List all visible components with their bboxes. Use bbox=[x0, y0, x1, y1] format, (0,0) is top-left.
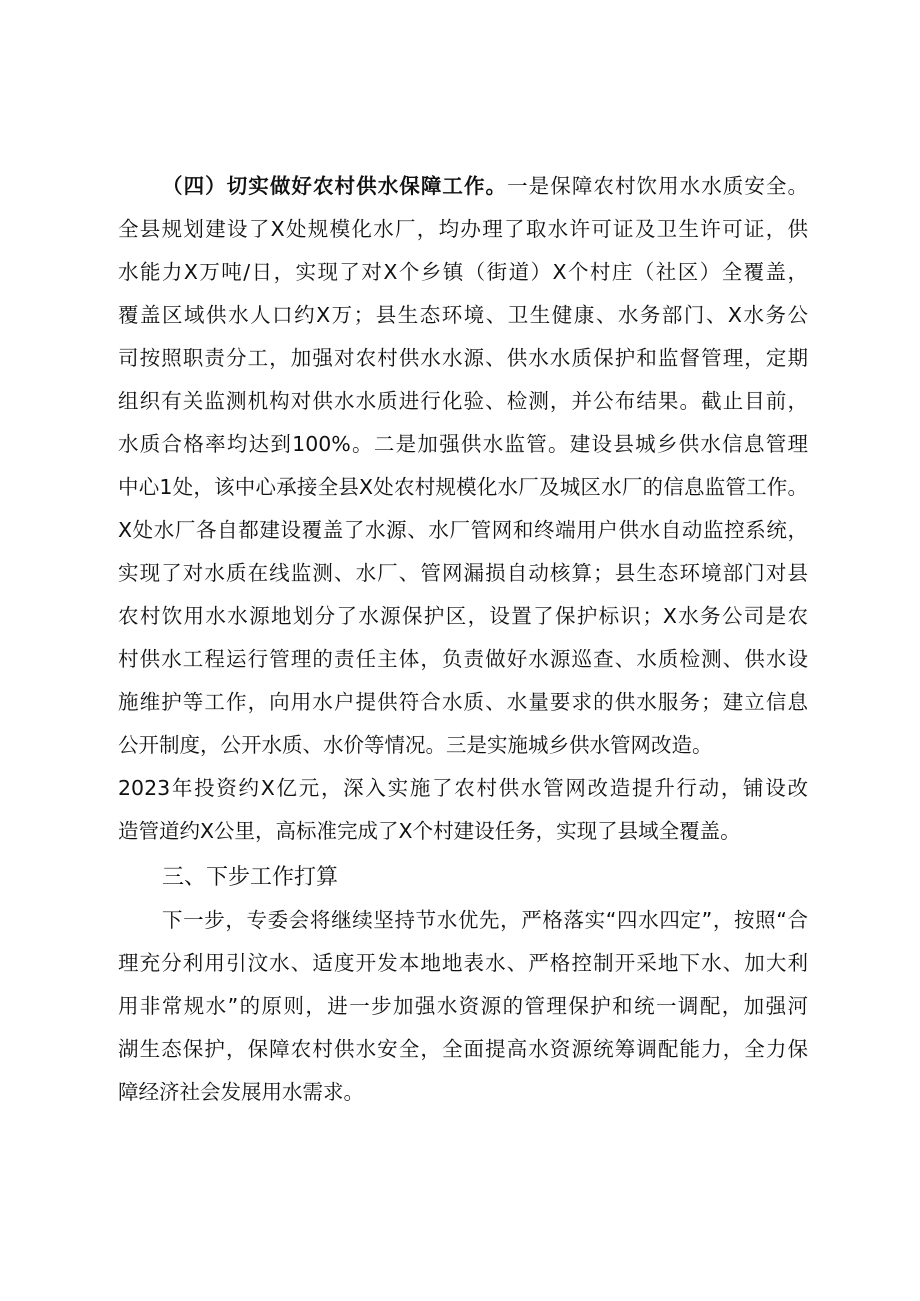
paragraph-line: 公开制度，公开水质、水价等情况。三是实施城乡供水管网改造。 bbox=[118, 733, 713, 757]
paragraph-line: 造管道约X公里，高标准完成了X个村建设任务，实现了县域全覆盖。 bbox=[118, 819, 741, 843]
paragraph-line: 施维护等工作，向用水户提供符合水质、水量要求的供水服务；建立信息 bbox=[118, 690, 808, 714]
paragraph-line: 司按照职责分工，加强对农村供水水源、供水水质保护和监督管理，定期 bbox=[118, 346, 808, 370]
paragraph-line: 组织有关监测机构对供水水质进行化验、检测，并公布结果。截止目前， bbox=[118, 389, 808, 413]
paragraph-line: 全县规划建设了X处规模化水厂，均办理了取水许可证及卫生许可证，供 bbox=[118, 217, 808, 241]
paragraph-line: 覆盖区域供水人口约X万；县生态环境、卫生健康、水务部门、X水务公 bbox=[118, 303, 808, 327]
section-title: （四）切实做好农村供水保障工作。 bbox=[162, 174, 508, 198]
section-heading: 三、下步工作打算 bbox=[162, 865, 339, 890]
paragraph-line bbox=[162, 171, 808, 201]
paragraph-line: 下一步，专委会将继续坚持节水优先，严格落实“四水四定”，按照“合 bbox=[162, 908, 808, 932]
paragraph-line: 农村饮用水水源地划分了水源保护区，设置了保护标识；X水务公司是农 bbox=[118, 604, 808, 628]
paragraph-line: 水质合格率均达到100%。二是加强供水监管。建设县城乡供水信息管理 bbox=[118, 432, 808, 456]
paragraph-line: 水能力X万吨/日，实现了对X个乡镇（街道）X个村庄（社区）全覆盖， bbox=[118, 260, 808, 284]
paragraph-line: 用非常规水”的原则，进一步加强水资源的管理保护和统一调配，加强河 bbox=[118, 994, 808, 1018]
paragraph-line: 村供水工程运行管理的责任主体，负责做好水源巡查、水质检测、供水设 bbox=[118, 647, 808, 671]
paragraph-line: 中心1处，该中心承接全县X处农村规模化水厂及城区水厂的信息监管工作。 bbox=[118, 475, 808, 499]
paragraph-line: X处水厂各自都建设覆盖了水源、水厂管网和终端用户供水自动监控系统， bbox=[118, 518, 808, 542]
paragraph-line: 理充分利用引汶水、适度开发本地地表水、严格控制开采地下水、加大利 bbox=[118, 951, 808, 975]
paragraph-text: 一是保障农村饮用水水质安全。 bbox=[507, 174, 809, 198]
paragraph-line: 障经济社会发展用水需求。 bbox=[118, 1080, 364, 1104]
paragraph-line: 实现了对水质在线监测、水厂、管网漏损自动核算；县生态环境部门对县 bbox=[118, 561, 808, 585]
paragraph-line: 2023年投资约X亿元，深入实施了农村供水管网改造提升行动，铺设改 bbox=[118, 776, 808, 800]
paragraph-line: 湖生态保护，保障农村供水安全，全面提高水资源统筹调配能力，全力保 bbox=[118, 1037, 808, 1061]
